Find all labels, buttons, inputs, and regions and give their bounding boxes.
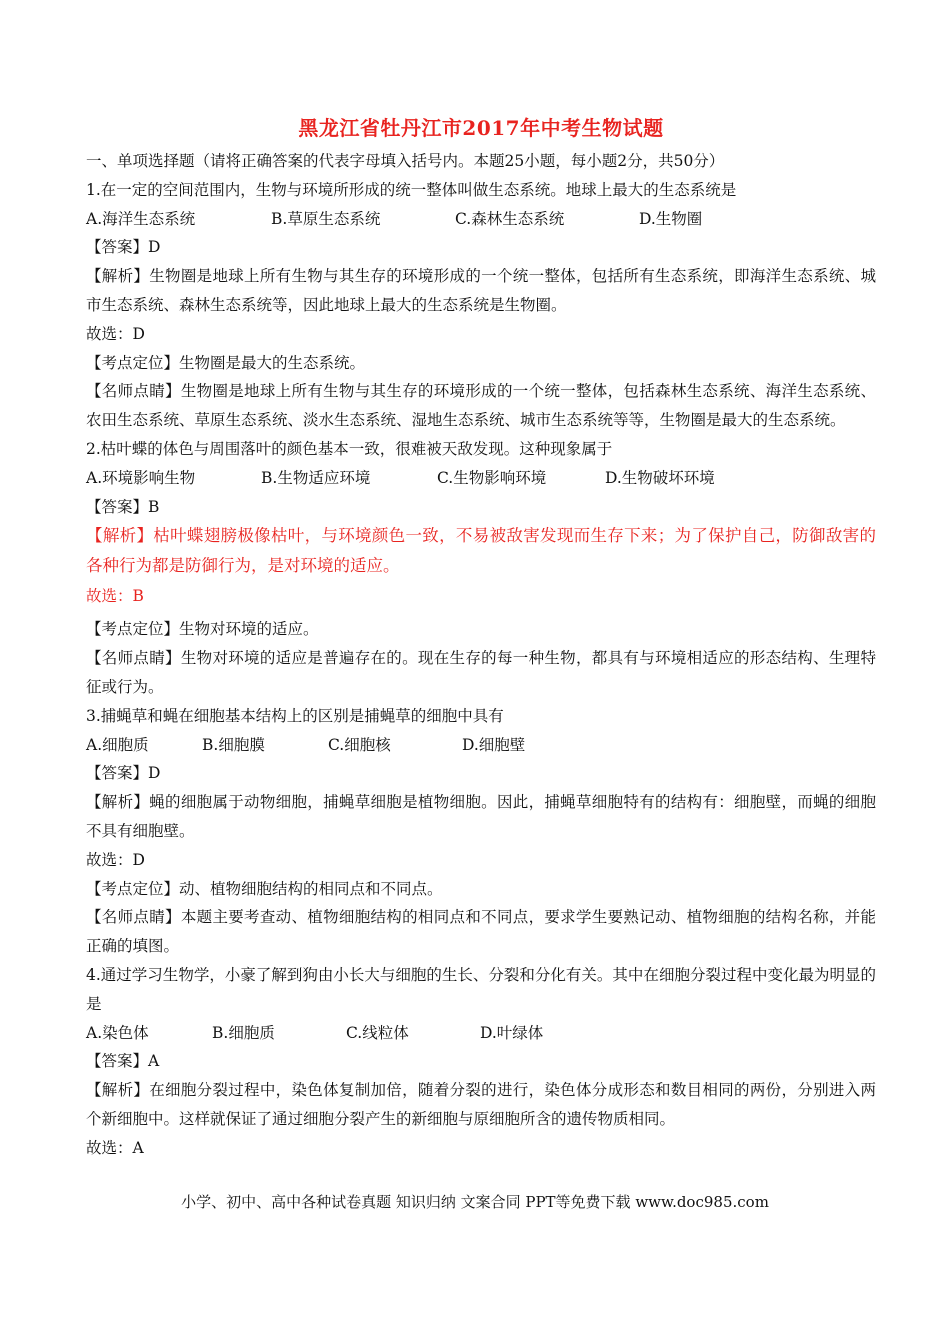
analysis: 【解析】枯叶蝶翅膀极像枯叶，与环境颜色一致，不易被敌害发现而生存下来；为了保护自己，防御敌害的各种行为都是防御行为，是对环境的适应。 xyxy=(86,526,876,576)
question-options xyxy=(86,205,876,234)
question-stem: 4.通过学习生物学，小豪了解到狗由小长大与细胞的生长、分裂和分化有关。其中在细胞分裂过程中变化最为明显的是 xyxy=(86,965,876,1013)
question-options xyxy=(86,464,876,493)
option-d: D.生物破坏环境 xyxy=(605,468,715,487)
option-b: B.生物适应环境 xyxy=(261,468,371,487)
teacher-tip: 【名师点睛】生物圈是地球上所有生物与其生存的环境形成的一个统一整体，包括森林生态系统、海洋生态系统、农田生态系统、草原生态系统、淡水生态系统、湿地生态系统、城市生态系统等等，生物圈是最大的生态系统。 xyxy=(86,382,876,430)
question-stem: 3.捕蝇草和蝇在细胞基本结构上的区别是捕蝇草的细胞中具有 xyxy=(86,706,504,725)
question-4 xyxy=(86,961,876,1163)
option-c: C.细胞核 xyxy=(328,735,391,754)
analysis: 【解析】在细胞分裂过程中，染色体复制加倍，随着分裂的进行，染色体分成形态和数目相同的两份，分别进入两个新细胞中。这样就保证了通过细胞分裂产生的新细胞与原细胞所含的遗传物质相同。 xyxy=(86,1081,876,1128)
question-1 xyxy=(86,176,876,435)
answer: 【答案】B xyxy=(86,497,160,516)
option-b: B.细胞膜 xyxy=(202,735,265,754)
exam-point: 【考点定位】生物对环境的适应。 xyxy=(86,620,319,639)
exam-point: 【考点定位】动、植物细胞结构的相同点和不同点。 xyxy=(86,879,443,898)
option-d: D.生物圈 xyxy=(639,209,703,228)
option-a: A.染色体 xyxy=(86,1023,149,1042)
choice: 故选：D xyxy=(86,850,145,869)
question-3 xyxy=(86,702,876,961)
page-footer: 小学、初中、高中各种试卷真题 知识归纳 文案合同 PPT等免费下载 www.doc985.com xyxy=(181,1193,769,1211)
option-a: A.环境影响生物 xyxy=(86,468,196,487)
option-b: B.细胞质 xyxy=(212,1023,275,1042)
option-c: C.生物影响环境 xyxy=(437,468,547,487)
question-stem: 1.在一定的空间范围内，生物与环境所形成的统一整体叫做生态系统。地球上最大的生态系统是 xyxy=(86,180,737,199)
option-a: A.海洋生态系统 xyxy=(86,209,196,228)
analysis: 【解析】生物圈是地球上所有生物与其生存的环境形成的一个统一整体，包括所有生态系统，即海洋生态系统、城市生态系统、森林生态系统等，因此地球上最大的生态系统是生物圈。 xyxy=(86,267,876,314)
choice: 故选：A xyxy=(86,1138,144,1157)
analysis: 【解析】蝇的细胞属于动物细胞，捕蝇草细胞是植物细胞。因此，捕蝇草细胞特有的结构有：细胞壁，而蝇的细胞不具有细胞壁。 xyxy=(86,793,876,840)
choice: 故选：D xyxy=(86,324,145,343)
option-a: A.细胞质 xyxy=(86,735,149,754)
teacher-tip: 【名师点睛】本题主要考查动、植物细胞结构的相同点和不同点，要求学生要熟记动、植物细胞的结构名称，并能正确的填图。 xyxy=(86,908,876,956)
document-title: 黑龙江省牡丹江市2017年中考生物试题 xyxy=(298,116,664,140)
section-heading: 一、单项选择题（请将正确答案的代表字母填入括号内。本题25小题，每小题2分，共50分） xyxy=(86,152,725,170)
choice: 故选：B xyxy=(86,587,144,606)
option-c: C.线粒体 xyxy=(346,1023,409,1042)
option-d: D.细胞壁 xyxy=(462,735,526,754)
option-c: C.森林生态系统 xyxy=(455,209,565,228)
answer: 【答案】A xyxy=(86,1052,160,1071)
question-options xyxy=(86,1019,876,1048)
answer: 【答案】D xyxy=(86,238,161,257)
question-options xyxy=(86,731,876,760)
option-b: B.草原生态系统 xyxy=(271,209,381,228)
exam-point: 【考点定位】生物圈是最大的生态系统。 xyxy=(86,353,366,372)
question-stem: 2.枯叶蝶的体色与周围落叶的颜色基本一致，很难被天敌发现。这种现象属于 xyxy=(86,439,613,458)
option-d: D.叶绿体 xyxy=(480,1023,544,1042)
answer: 【答案】D xyxy=(86,764,161,783)
question-2 xyxy=(86,435,876,702)
teacher-tip: 【名师点睛】生物对环境的适应是普遍存在的。现在生存的每一种生物，都具有与环境相适应的形态结构、生理特征或行为。 xyxy=(86,649,876,696)
document-page xyxy=(86,112,876,1163)
